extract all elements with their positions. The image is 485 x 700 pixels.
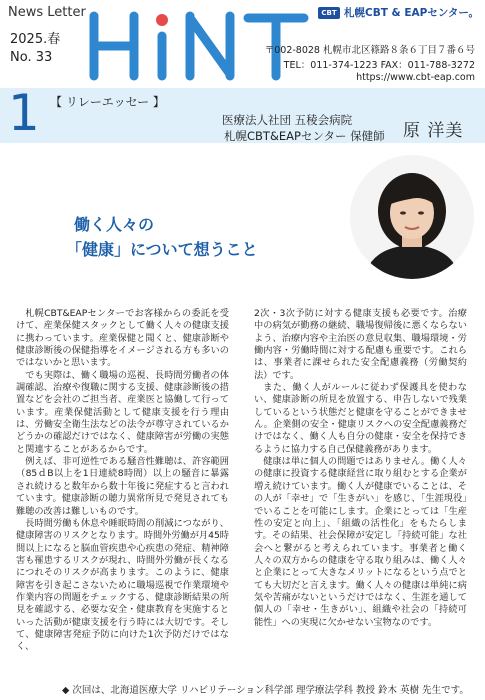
issue-date: 2025.春: [10, 32, 61, 47]
essay-title-line2: 「健康」について想うこと: [66, 240, 258, 259]
author-affiliation-hospital: 医療法人社団 五稜会病院: [222, 113, 353, 127]
address: 〒002-8028 札幌市北区篠路８条６丁目７番６号: [264, 45, 475, 56]
essay-title-line1: 働く人々の: [74, 215, 155, 234]
author-affiliation-center: 札幌CBT&EAPセンター 保健師: [224, 129, 385, 143]
newsletter-label: News Letter: [8, 5, 86, 20]
org-name: 札幌CBT & EAPセンター。: [344, 7, 479, 19]
series-label: 【 リレーエッセー 】: [50, 95, 165, 109]
body-paragraph: でも実際は、働く職場の巡視、長時間労働者の体調確認、治療や復職に関する支援、健康診断後の措置などを会社のご担当者、産業医と協働して行っています。産業保健活動として健康支援を行う理由は、労働安全衛生法などの法令が尊守されているかどうかの確認だけではなく、健康障害が労働の実態と関連することがあるからです。: [16, 369, 229, 455]
body-paragraph: 健康は単に個人の問題ではありません。働く人々の健康に投資する健康経営に取り組むとする企業が増え続けています。働く人が健康でいることは、その人が「幸せ」で「生きがい」を感じ、「生涯現役」でいることを可能にします。企業にとっては「生産性の安定と向上」、「組織の活性化」をもたらします。その結果、社会保障が安定し「持続可能」な社会へと繋がると考えられています。事業者と働く人々の双方からの健康を守る取り組みは、働く人々と企業にとって大きなメリットになるという点でとても大切だと言えます。働く人々の健康は単純に病気や苦痛がないというだけではなく、生涯を通して個人の「幸せ・生きがい」、組織や社会の「持続可能性」への実現に欠かせない宝物なのです。: [254, 456, 467, 628]
website-url[interactable]: https://www.cbt-eap.com: [356, 72, 475, 83]
body-paragraph: 長時間労働も休息や睡眠時間の削減につながり、健康障害のリスクとなります。時間外労働が月45時間以上になると脳血管疾患や心疾患の発症、精神障害も罹患するリスクが現れ、時間外労働が長くなるにつれそのリスクが高まります。このように、健康障害を引き起こさないために職場巡視で作業環境や作業内容の問題をチェックする、健康診断結果の所見を確認する、必要な安全・健康教育を実施するといった活動が健康支援を行う時には大切です。そして、健康障害発症予防に向けた1次予防だけではなく、: [16, 517, 229, 653]
issue-number: No. 33: [10, 50, 53, 65]
author-portrait-graphic: [350, 155, 474, 279]
body-paragraph: また、働く人がルールに従わず保護具を使わない、健康診断の所見を放置する、申告しないで残業しているという状態だと健康を守ることができません。企業側の安全・健康リスクへの安全配慮義務だけではなく、働く人も自分の健康・安全を保持できるように協力する自己保健義務があります。: [254, 382, 467, 455]
next-issue-note: ◆ 次回は、北海道医療大学 リハビリテーション科学部 理学療法学科 教授 鈴木 英樹 先生です。: [62, 685, 469, 696]
body-paragraph: 例えば、非可逆性である騒音性難聴は、許容範囲（85ｄB以上を1日連続8時間）以上の騒音に暴露され続けると数年から数十年後に発症すると言われています。健康診断の聴力異常所見で発見されても難聴の改善は難しいものです。: [16, 456, 229, 517]
body-paragraph: 2次・3次予防に対する健康支援も必要です。治療中の病気が勤務の継続、職場復帰後に悪くならないよう、治療内容や主治医の意見収集、職場環境・労働内容・労働時間に対する配慮も重要です。これらは、事業者に課せられた安全配慮義務（労働契約法）です。: [254, 308, 467, 381]
body-column-right: [254, 308, 467, 629]
author-name: 原 洋美: [403, 121, 464, 141]
author-photo: [350, 155, 474, 279]
org-header: [318, 5, 479, 20]
body-paragraph: 札幌CBT&EAPセンターでお客様からの委託を受けて、産業保健スタックとして働く人々の健康支援に携わっています。産業保健と聞くと、健康診断や健康診断後の保健指導をイメージされる方も多いのではないかと思います。: [16, 308, 229, 369]
body-column-left: [16, 308, 229, 654]
essay-number: 1: [8, 84, 40, 142]
org-logo-icon: CBT: [318, 7, 340, 19]
phone-fax: TEL：011-374-1223 FAX：011-788-3272: [283, 60, 475, 71]
